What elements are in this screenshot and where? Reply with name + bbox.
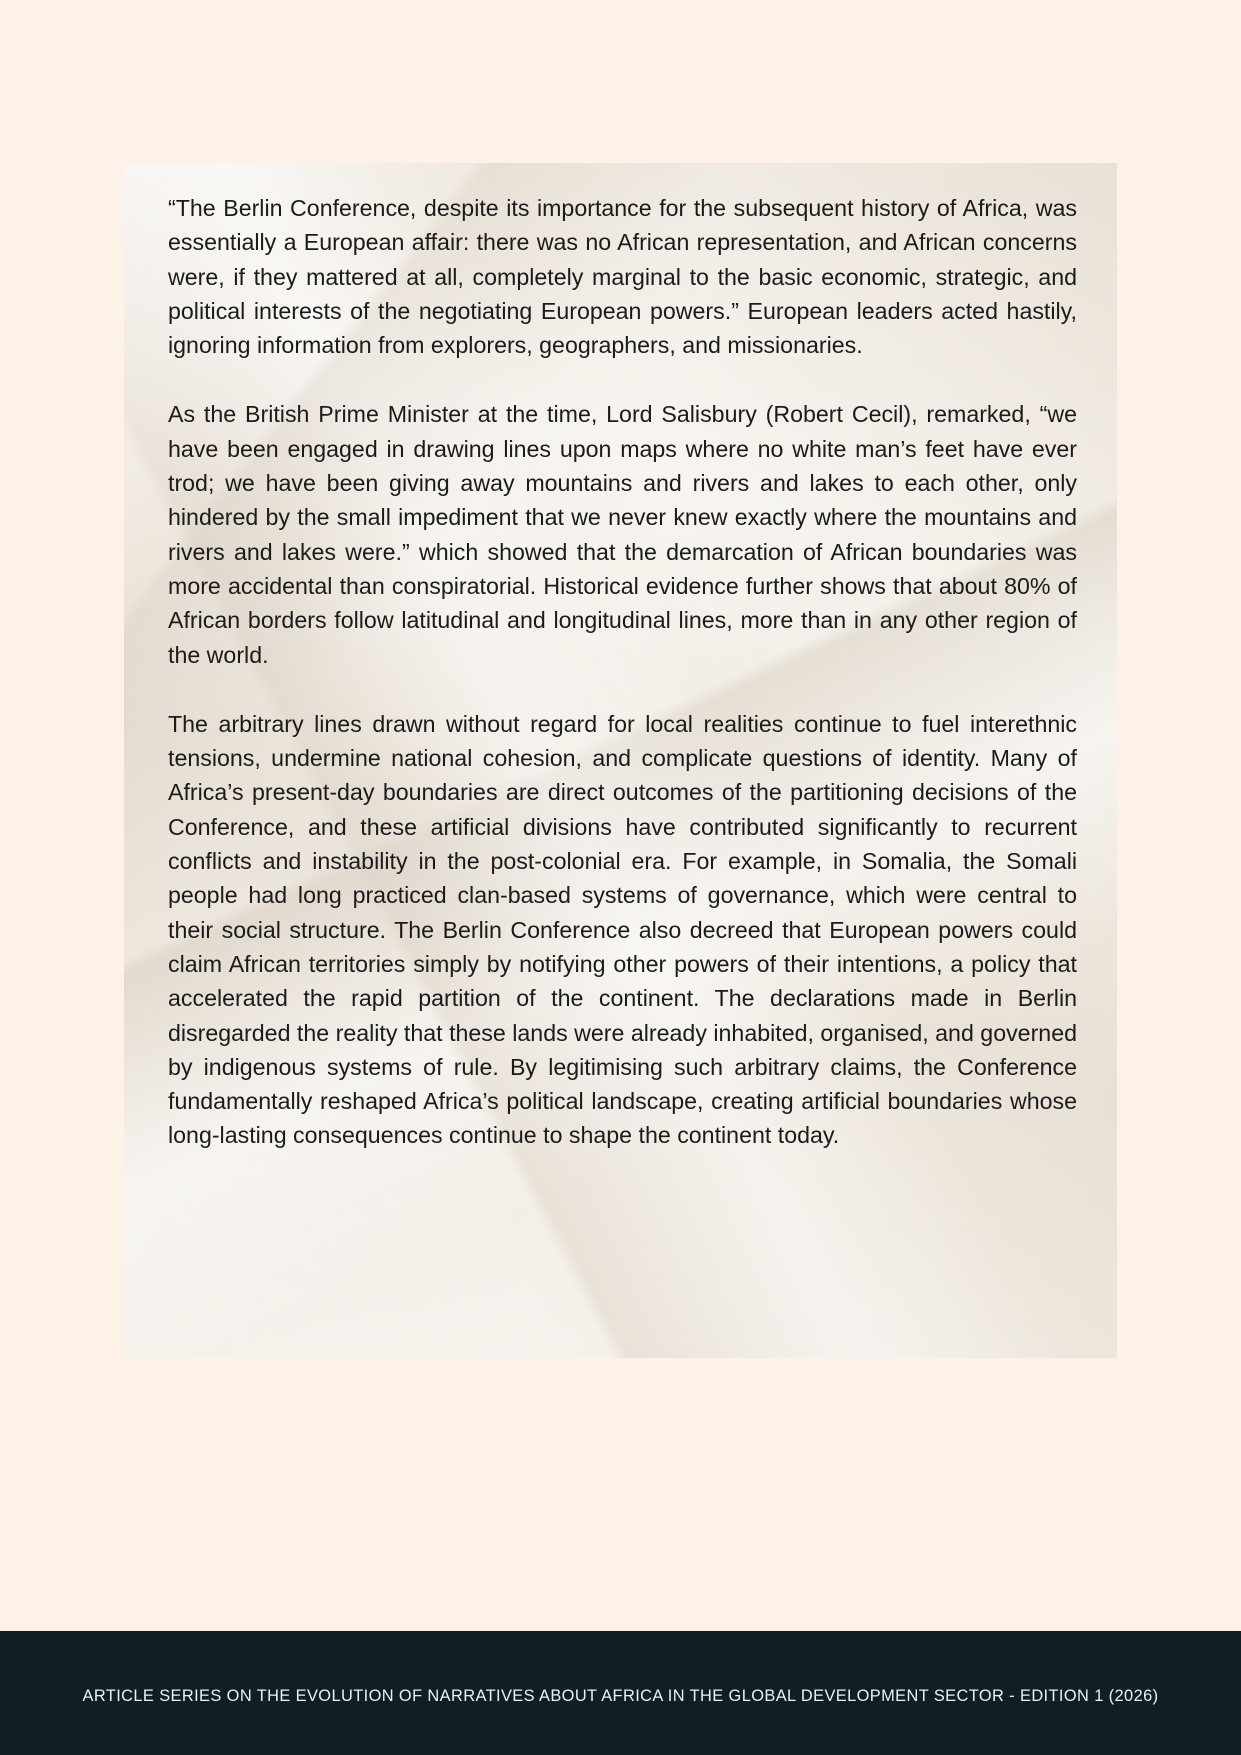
footer-bar (0, 1631, 1241, 1755)
article-paragraph-2: As the British Prime Minister at the time, Lord Salisbury (Robert Cecil), remarked, “we have been engaged in drawing lines upon maps where no white man’s feet have ever trod; we have been giving away mountains and rivers and lakes to each other, only hindered by the small impediment that we never knew exactly where the mountains and rivers and lakes were.” which showed that the demarcation of African boundaries was more accidental than conspiratorial. Historical evidence further shows that about 80% of African borders follow latitudinal and longitudinal lines, more than in any other region of the world. (168, 401, 1077, 668)
article-paragraph-1: “The Berlin Conference, despite its importance for the subsequent history of Africa, was essentially a European affair: there was no African representation, and African concerns were, if they mattered at all, completely marginal to the basic economic, strategic, and political interests of the negotiating European powers.” European leaders acted hastily, ignoring information from explorers, geographers, and missionaries. (168, 195, 1077, 359)
article-paper-card (124, 163, 1117, 1358)
article-paragraph-3: The arbitrary lines drawn without regard for local realities continue to fuel interethnic tensions, undermine national cohesion, and complicate questions of identity. Many of Africa’s present-day boundaries are direct outcomes of the partitioning decisions of the Conference, and these artificial divisions have contributed significantly to recurrent conflicts and instability in the post-colonial era. For example, in Somalia, the Somali people had long practiced clan-based systems of governance, which were central to their social structure. The Berlin Conference also decreed that European powers could claim African territories simply by notifying other powers of their intentions, a policy that accelerated the rapid partition of the continent. The declarations made in Berlin disregarded the reality that these lands were already inhabited, organised, and governed by indigenous systems of rule. By legitimising such arbitrary claims, the Conference fundamentally reshaped Africa’s political landscape, creating artificial boundaries whose long-lasting consequences continue to shape the continent today. (168, 710, 1077, 1149)
footer-series-caption: ARTICLE SERIES ON THE EVOLUTION OF NARRATIVES ABOUT AFRICA IN THE GLOBAL DEVELOPMENT SECTOR - EDITION 1 (2026) (82, 1687, 1159, 1705)
